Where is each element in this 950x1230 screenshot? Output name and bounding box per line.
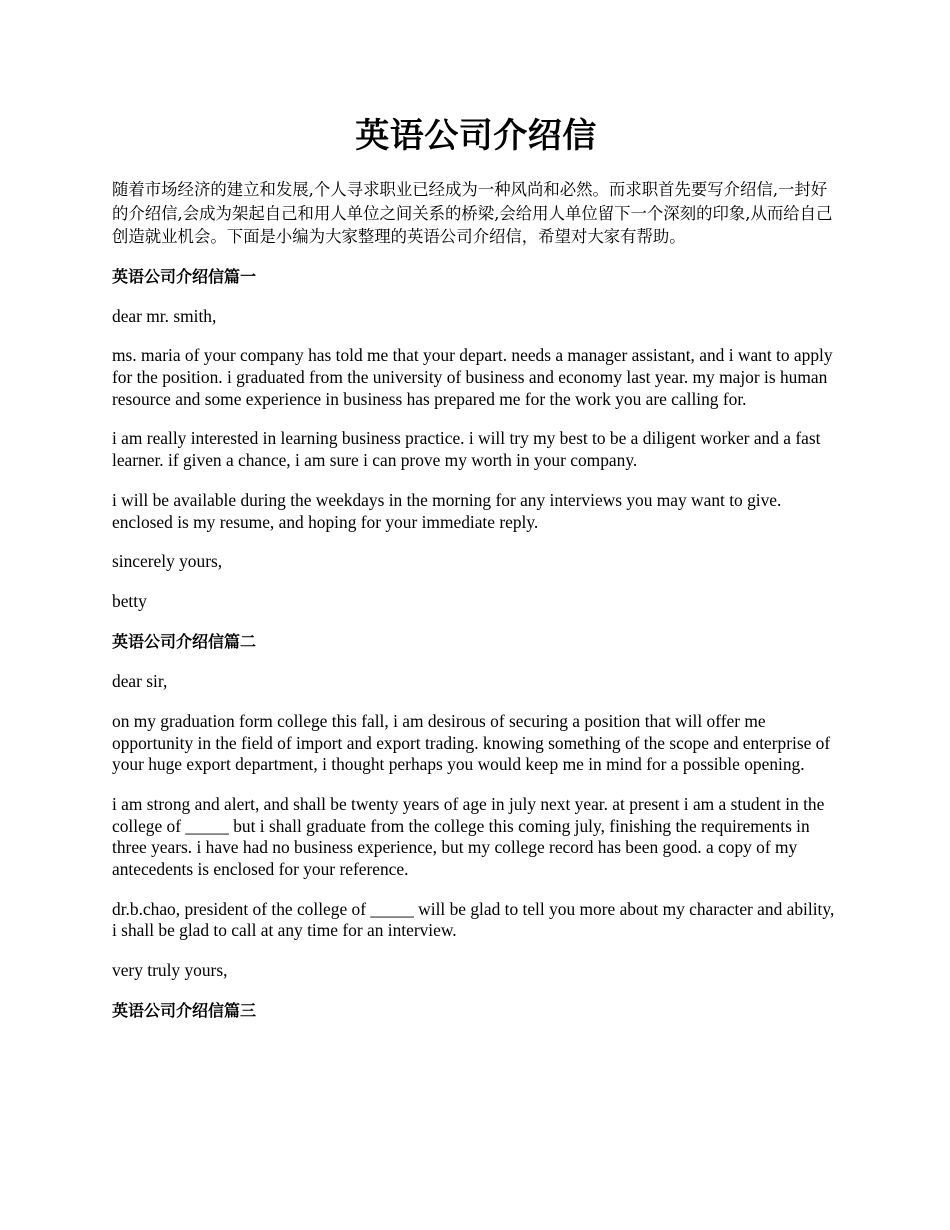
body-paragraph: i will be available during the weekdays in the morning for any interviews you may want to give. enclosed is my resume, and hoping for your immediate reply.: [112, 489, 782, 532]
closing: sincerely yours,: [112, 551, 223, 572]
letter-section-1: [112, 266, 840, 613]
body-paragraph: ms. maria of your company has told me that your depart. needs a manager assistant, and i want to apply for the position. i graduated from the university of business and economy last year. my major is human resource and some experience in business has prepared me for the work you are calling for.: [112, 345, 833, 409]
letter-section-3: [112, 1000, 840, 1022]
salutation: dear mr. smith,: [112, 305, 217, 326]
letter-section-2: [112, 631, 840, 982]
body-paragraph: on my graduation form college this fall, i am desirous of securing a position that will offer me opportunity in the field of import and export trading. knowing something of the scope and enterprise of your huge export department, i thought perhaps you would keep me in mind for a possible opening.: [112, 711, 831, 775]
document-title: 英语公司介绍信: [355, 116, 597, 156]
body-paragraph: i am strong and alert, and shall be twenty years of age in july next year. at present i am a student in the college of _____ but i shall graduate from the college this coming july, finishing the requirements in three years. i have had no business experience, but my college record has been good. a copy of my antecedents is enclosed for your reference.: [112, 794, 825, 879]
body-paragraph: i am really interested in learning business practice. i will try my best to be a diligent worker and a fast learner. if given a chance, i am sure i can prove my worth in your company.: [112, 428, 821, 471]
closing: very truly yours,: [112, 960, 228, 981]
salutation: dear sir,: [112, 671, 168, 692]
document-page: [112, 108, 840, 1040]
section-heading: 英语公司介绍信篇三: [112, 1001, 257, 1021]
section-heading: 英语公司介绍信篇一: [112, 266, 257, 286]
body-paragraph: dr.b.chao, president of the college of _____ will be glad to tell you more about my character and ability, i shall be glad to call at any time for an interview.: [112, 898, 835, 941]
intro-paragraph: 随着市场经济的建立和发展,个人寻求职业已经成为一种风尚和必然。而求职首先要写介绍信,一封好的介绍信,会成为架起自己和用人单位之间关系的桥梁,会给用人单位留下一个深刻的印象,从而给自己创造就业机会。下面是小编为大家整理的英语公司介绍信，希望对大家有帮助。: [112, 180, 833, 246]
section-heading: 英语公司介绍信篇二: [112, 632, 257, 652]
signature: betty: [112, 591, 147, 612]
